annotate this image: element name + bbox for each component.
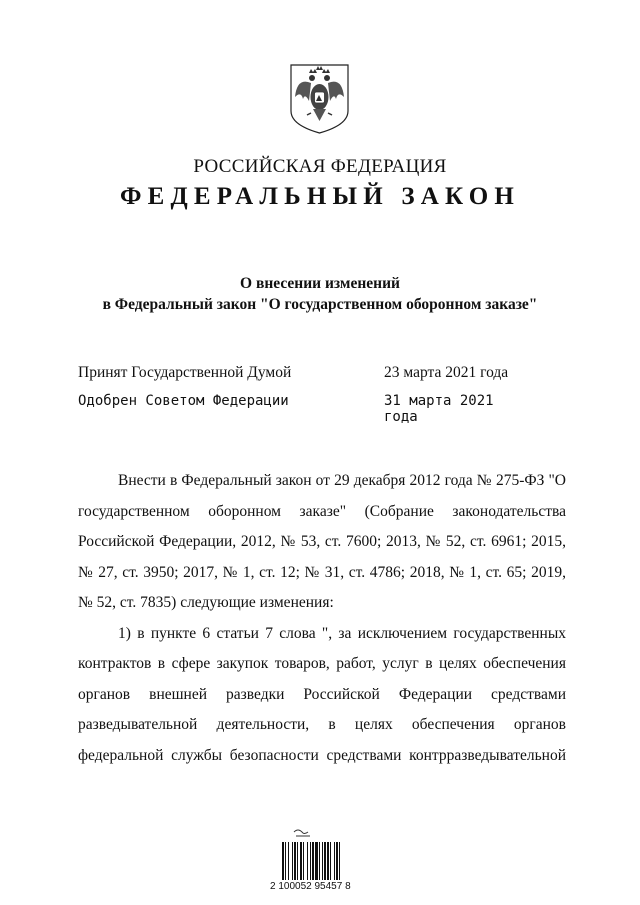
law-title [0,273,640,315]
body-paragraph-item-1: 1) в пункте 6 статьи 7 слова ", за исключением государственных контрактов в сфере закупок товаров, работ, услуг в целях обеспечения органов внешней разведки Российской Федерации средствами разведывательной деятельности, в целях обеспечения органов федеральной службы безопасности средствами контрразведывательной [78,624,566,764]
body-paragraph-intro: Внести в Федеральный закон от 29 декабря 2012 года № 275-ФЗ "О государственном оборонном заказе" (Собрание законодательства Российской Федерации, 2012, № 53, ст. 7600; 2013, № 52, ст. 6961; 2015, № 27, ст. 3950; 2017, № 1, ст. 12; № 31, ст. 4786; 2018, № 1, ст. 65; 2019, № 52, ст. 7835) следующие изменения: [78,472,566,611]
law-title-line-2: в Федеральный закон "О государственном оборонном заказе" [102,296,538,313]
adoption-row-duma [78,364,528,386]
council-approval-label: Одобрен Советом Федерации [78,393,289,409]
document-type: ФЕДЕРАЛЬНЫЙ ЗАКОН [119,183,521,210]
barcode-icon [276,828,368,884]
law-body [78,466,566,771]
state-emblem-icon [289,63,350,135]
duma-adoption-date: 23 марта 2021 года [384,364,509,381]
adoption-row-council [78,393,528,425]
country-name: РОССИЙСКАЯ ФЕДЕРАЦИЯ [193,156,447,177]
council-approval-date: 31 марта 2021 года [384,393,494,425]
barcode-number: 2 100052 95457 8 [270,881,351,892]
duma-adoption-label: Принят Государственной Думой [78,364,292,381]
law-title-line-1: О внесении изменений [240,275,400,292]
